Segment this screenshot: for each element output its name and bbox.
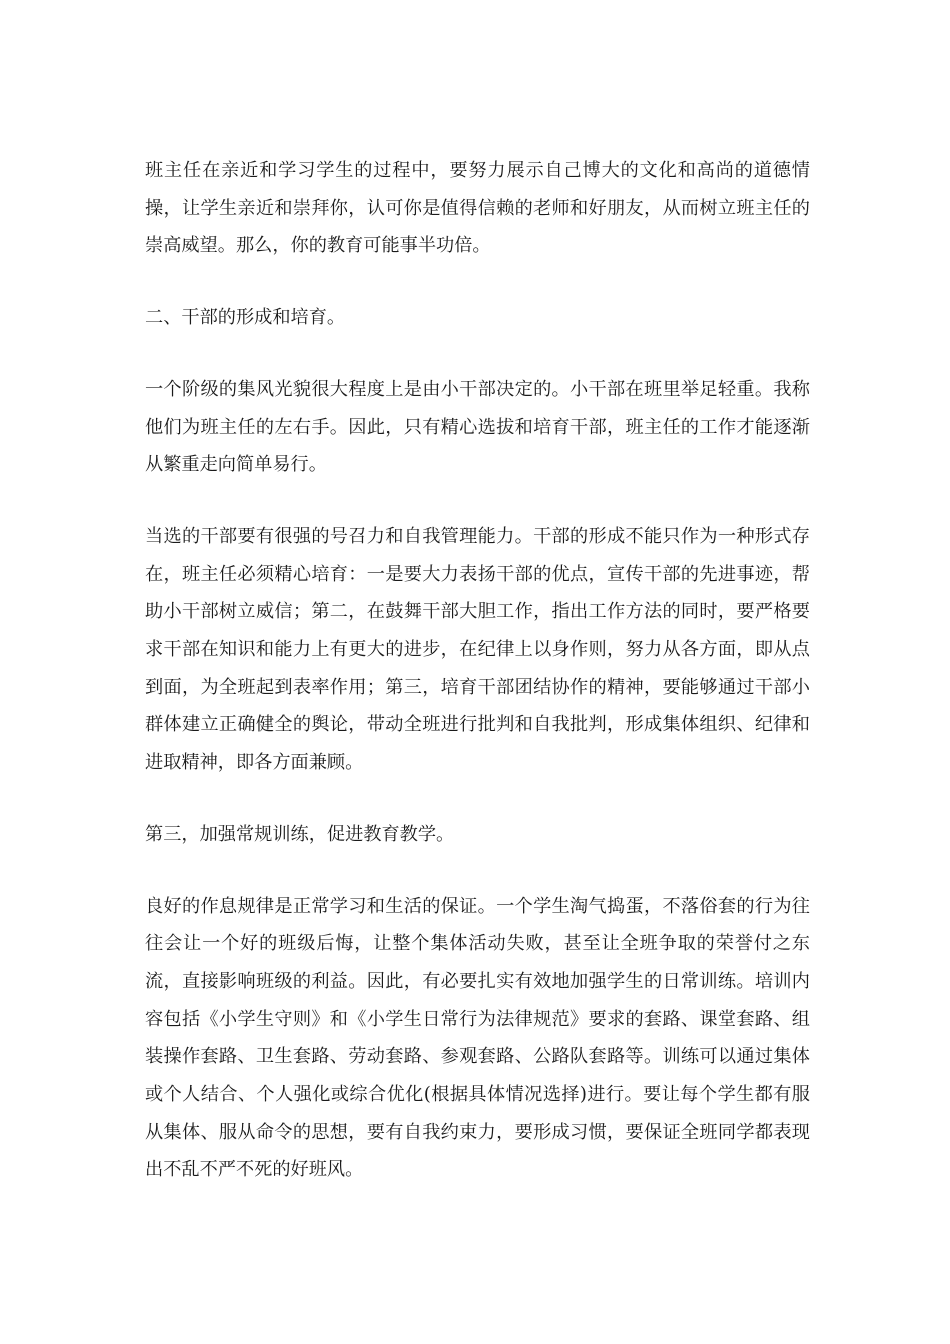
paragraph-teacher-prestige: 班主任在亲近和学习学生的过程中，要努力展示自己博大的文化和高尚的道德情操，让学生亲近和崇拜你，认可你是值得信赖的老师和好朋友，从而树立班主任的崇高威望。那么，你的教育可能事半功倍。	[145, 160, 810, 257]
paragraph-cadre-training: 当选的干部要有很强的号召力和自我管理能力。干部的形成不能只作为一种形式存在，班主任必须精心培育：一是要大力表扬干部的优点，宣传干部的先进事迹，帮助小干部树立威信；第二，在鼓舞干部大胆工作，指出工作方法的同时，要严格要求干部在知识和能力上有更大的进步，在纪律上以身作则，努力从各方面，即从点到面，为全班起到表率作用；第三，培育干部团结协作的精神，要能够通过干部小群体建立正确健全的舆论，带动全班进行批判和自我批判，形成集体组织、纪律和进取精神，即各方面兼顾。	[145, 525, 810, 774]
section-heading-cadres: 二、干部的形成和培育。	[145, 307, 346, 329]
paragraph-cadre-role: 一个阶级的集风光貌很大程度上是由小干部决定的。小干部在班里举足轻重。我称他们为班主任的左右手。因此，只有精心选拔和培育干部，班主任的工作才能逐渐从繁重走向简单易行。	[145, 378, 810, 476]
paragraph-routine-training: 良好的作息规律是正常学习和生活的保证。一个学生淘气捣蛋，不落俗套的行为往往会让一个好的班级后悔，让整个集体活动失败，甚至让全班争取的荣誉付之东流，直接影响班级的利益。因此，有必要扎实有效地加强学生的日常训练。培训内容包括《小学生守则》和《小学生日常行为法律规范》要求的套路、课堂套路、组装操作套路、卫生套路、劳动套路、参观套路、公路队套路等。训练可以通过集体或个人结合、个人强化或综合优化(根据具体情况选择)进行。要让每个学生都有服从集体、服从命令的思想，要有自我约束力，要形成习惯，要保证全班同学都表现出不乱不严不死的好班风。	[145, 895, 810, 1181]
document-body	[145, 152, 810, 1223]
section-heading-routine-training: 第三，加强常规训练，促进教育教学。	[145, 823, 455, 845]
